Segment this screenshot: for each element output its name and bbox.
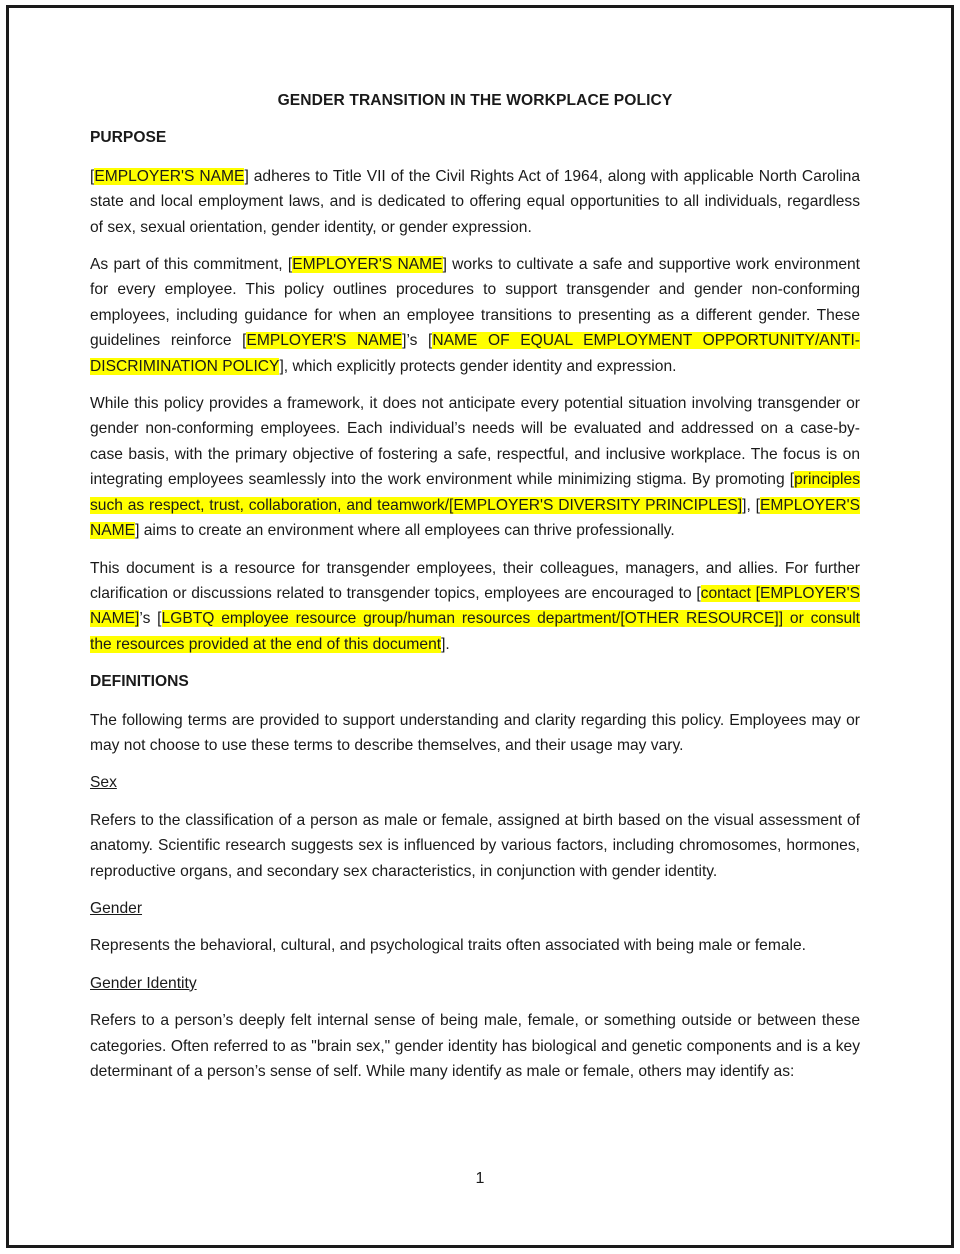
placeholder-eeo-policy-name: NAME OF EQUAL EMPLOYMENT OPPORTUNITY/ANTI-DISCRIMINATION POLICY — [90, 332, 861, 375]
document-body — [90, 88, 860, 1096]
placeholder-diversity-principles: principles such as respect, trust, collaboration, and teamwork/[EMPLOYER'S DIVERSITY PRINCIPLES] — [90, 471, 860, 514]
purpose-paragraph-1 — [90, 164, 860, 240]
definitions-intro: The following terms are provided to support understanding and clarity regarding this policy. Employees may or may not choose to use these terms to describe themselves, and their usage may vary. — [90, 711, 860, 754]
term-sex-definition: Refers to the classification of a person as male or female, assigned at birth based on the visual assessment of anatomy. Scientific research suggests sex is influenced by various factors, including chromosomes, hormones, reproductive organs, and secondary sex characteristics, in conjunction with gender identity. — [90, 811, 860, 880]
term-gender-heading: Gender — [90, 899, 143, 917]
placeholder-employer-name: EMPLOYER'S NAME — [246, 332, 403, 350]
text-run: [ — [90, 167, 95, 185]
term-gender-definition: Represents the behavioral, cultural, and psychological traits often associated with being male or female. — [90, 937, 806, 955]
term-sex-heading: Sex — [90, 774, 117, 792]
page-number: 1 — [475, 1170, 485, 1187]
text-run: ] aims to create an environment where all employees can thrive professionally. — [135, 522, 675, 540]
text-run: ] adheres to Title VII of the Civil Rights Act of 1964, along with applicable North Carolina state and local employment laws, and is dedicated to offering equal opportunities to all individuals, regardless of sex, sexual orientation, gender identity, or gender expression. — [90, 167, 861, 236]
placeholder-employer-name: EMPLOYER'S NAME — [90, 496, 860, 540]
text-run: While this policy provides a framework, it does not anticipate every potential situation involving transgender or gender non-conforming employees. Each individual’s needs will be evaluated and addressed on a case-by-case basis, with the primary objective of fostering a safe, respectful, and inclusive workplace. The focus is on integrating employees seamlessly into the work environment while minimizing stigma. By promoting [ — [90, 395, 860, 489]
placeholder-employer-name: EMPLOYER'S NAME — [292, 256, 443, 274]
text-run: ] works to cultivate a safe and supportive work environment for every employee. This policy outlines procedures to support transgender and gender non-conforming employees, including guidance for when an employee transitions to presenting as a different gender. These guidelines reinforce [ — [90, 256, 861, 350]
text-run: ], [ — [742, 496, 760, 514]
text-run: As part of this commitment, [ — [90, 256, 293, 274]
term-gender-identity-definition: Refers to a person’s deeply felt internal sense of being male, female, or something outside or between these categories. Often referred to as "brain sex," gender identity has biological and genetic components and is a key determinant of a person’s sense of self. While many identify as male or female, others may identify as: — [90, 1012, 860, 1080]
text-run: ]’s [ — [402, 332, 433, 350]
placeholder-employer-name: EMPLOYER'S NAME — [94, 167, 245, 185]
text-run: ], which explicitly protects gender identity and expression. — [279, 357, 677, 375]
document-title: GENDER TRANSITION IN THE WORKPLACE POLICY — [277, 92, 673, 109]
text-run: This document is a resource for transgender employees, their colleagues, managers, and allies. For further clarification or discussions related to transgender topics, employees are encouraged to [ — [90, 559, 860, 602]
definitions-heading: DEFINITIONS — [90, 673, 189, 691]
placeholder-contact: contact [EMPLOYER'S NAME] — [90, 584, 860, 628]
purpose-paragraph-4 — [90, 556, 860, 658]
text-run: ’s [ — [139, 610, 162, 628]
purpose-paragraph-3 — [90, 391, 860, 543]
purpose-paragraph-2 — [90, 252, 860, 379]
text-run: ]. — [441, 635, 450, 653]
purpose-heading: PURPOSE — [90, 129, 167, 147]
placeholder-resource: LGBTQ employee resource group/human resources department/[OTHER RESOURCE]] or consult the resources provided at the end of this document — [90, 610, 860, 653]
term-gender-identity-heading: Gender Identity — [90, 974, 197, 992]
